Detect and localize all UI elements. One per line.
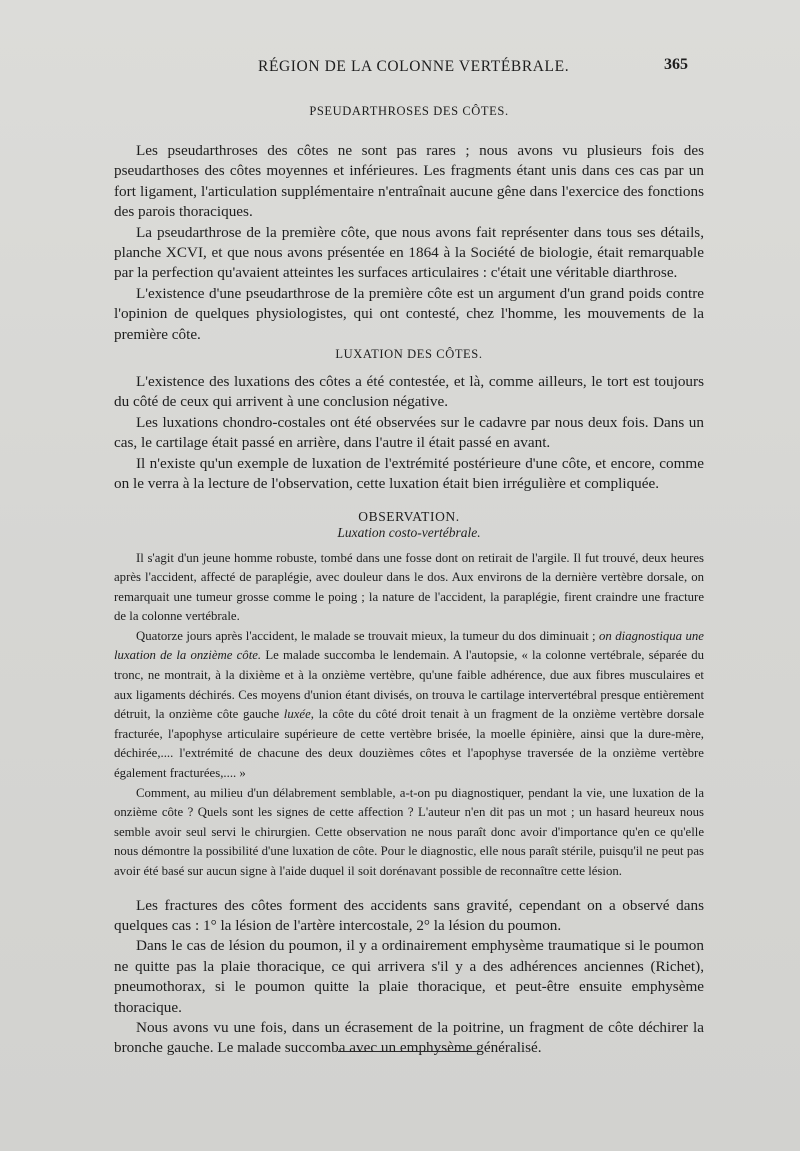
observation-luxee-emphasis: luxée bbox=[283, 707, 311, 722]
paragraph-pseudarthroses-1: Les pseudarthroses des côtes ne sont pas rares ; nous avons vu plusieurs fois des pseudarthoses des côtes moyennes et inférieures. Les fragments étant unis dans ces cas par un fort ligament, l'articulation supplémentaire n'entraînait aucune gêne dans l'exercice des fonctions des parois thoraciques. bbox=[114, 142, 704, 221]
paragraph-luxation-2: Les luxations chondro-costales ont été observées sur le cadavre par nous deux fois. Dans un cas, le cartilage était passé en arrière, dans l'autre il était passé en avant. bbox=[114, 413, 704, 452]
paragraph-fractures-2: Dans le cas de lésion du poumon, il y a ordinairement emphysème traumatique si le poumon ne quitte pas la plaie thoracique, ce qui arrivera s'il y a des adhérences anciennes (Richet), pneumothorax, si le poumon quitte la plaie thoracique, et peut-être ensuite emphysème thoracique. bbox=[114, 937, 704, 1016]
paragraph-luxation-1: L'existence des luxations des côtes a été contestée, et là, comme ailleurs, le tort est toujours du côté de ceux qui arrivent à une conclusion négative. bbox=[114, 373, 704, 411]
observation-diagnosis-emphasis: on diagnostiqua une luxation de la onzième côte. bbox=[114, 628, 704, 663]
observation-text: Le malade succomba le lendemain. A l'autopsie, « la colonne vertébrale, séparée du tronc, ne montrait, à la dixième et à la onzième vertèbre, qu'une faible adhérence, due aux fibres musculaires et aux ligaments déchirés. Ces moyens d'union étant divisés, on trouva le cartilage intervertébral presque entièrement détruit, la onzième côte gauche bbox=[114, 648, 704, 722]
observation-paragraph-1: Il s'agit d'un jeune homme robuste, tombé dans une fosse dont on retirait de l'argile. Il fut trouvé, deux heures après l'accident, affecté de paraplégie, avec douleur dans le dos. Aux environs de la dernière vertèbre dorsale, on remarquait une tumeur grosse comme le poing ; la nature de l'accident, la paraplégie, firent craindre une fracture de la colonne vertébrale. bbox=[114, 550, 704, 624]
paragraph-pseudarthroses-3: L'existence d'une pseudarthrose de la première côte est un argument d'un grand poids contre l'opinion de quelques physiologistes, qui ont contesté, chez l'homme, les mouvements de la première côte. bbox=[114, 284, 704, 343]
observation-paragraph-3: Comment, au milieu d'un délabrement semblable, a-t-on pu diagnostiquer, pendant la vie, une luxation de la onzième côte ? Quels sont les signes de cette affection ? L'auteur n'en dit pas un mot ; un hasard heureux nous semble avoir seul servi le chirurgien. Cette observation ne nous paraît donc avoir d'importance qu'en ce qu'elle nous démontre la possibilité d'une luxation de côte. Pour le diagnostic, elle nous paraît stérile, puisqu'il ne peut pas avoir été basé sur aucun signe à l'aide duquel il soit dorénavant possible de reconnaître cette lésion. bbox=[114, 785, 704, 878]
paragraph-fractures-1: Les fractures des côtes forment des accidents sans gravité, cependant on a observé dans quelques cas : 1° la lésion de l'artère intercostale, 2° la lésion du poumon. bbox=[114, 896, 704, 934]
section-title-luxation: LUXATION DES CÔTES. bbox=[335, 347, 483, 362]
paragraph-fractures-3: Nous avons vu une fois, dans un écrasement de la poitrine, un fragment de côte déchirer la bronche gauche. Le malade succomba avec un emphysème généralisé. bbox=[114, 1019, 704, 1057]
observation-text: , la côte du côté droit tenait à un fragment de la onzième vertèbre dorsale fracturée, l'apophyse articulaire supérieure de cette vertèbre brisée, la moelle épinière, ainsi que la dure-mère, déchirée,.... l'extrémité de chacune des deux douzièmes côtes et l'apophyse traversée de la onzième vertèbre également fracturées,.... » bbox=[114, 707, 704, 781]
page-number: 365 bbox=[664, 56, 688, 73]
paragraph-luxation-3: Il n'existe qu'un exemple de luxation de l'extrémité postérieure d'une côte, et encore, comme on le verra à la lecture de l'observation, cette luxation était bien irrégulière et compliquée. bbox=[114, 454, 704, 493]
observation-title: OBSERVATION. bbox=[358, 508, 460, 524]
closing-rule bbox=[338, 1051, 478, 1052]
running-title: RÉGION DE LA COLONNE VERTÉBRALE. bbox=[258, 58, 570, 75]
observation-text: Quatorze jours après l'accident, le malade se trouvait mieux, la tumeur du dos diminuait ; bbox=[136, 628, 600, 643]
section-title-pseudarthroses: PSEUDARTHROSES DES CÔTES. bbox=[309, 104, 509, 118]
paragraph-pseudarthroses-2: La pseudarthrose de la première côte, que nous avons fait représenter dans tous ses détails, planche XCVI, et que nous avons présentée en 1864 à la Société de biologie, était remarquable par la perfection qu'avaient atteintes les surfaces articulaires : c'était une véritable diarthrose. bbox=[114, 223, 704, 282]
observation-subtitle: Luxation costo-vertébrale. bbox=[337, 524, 481, 540]
page-content bbox=[114, 104, 704, 1059]
running-header bbox=[0, 58, 800, 82]
observation-paragraph-2 bbox=[114, 627, 704, 784]
